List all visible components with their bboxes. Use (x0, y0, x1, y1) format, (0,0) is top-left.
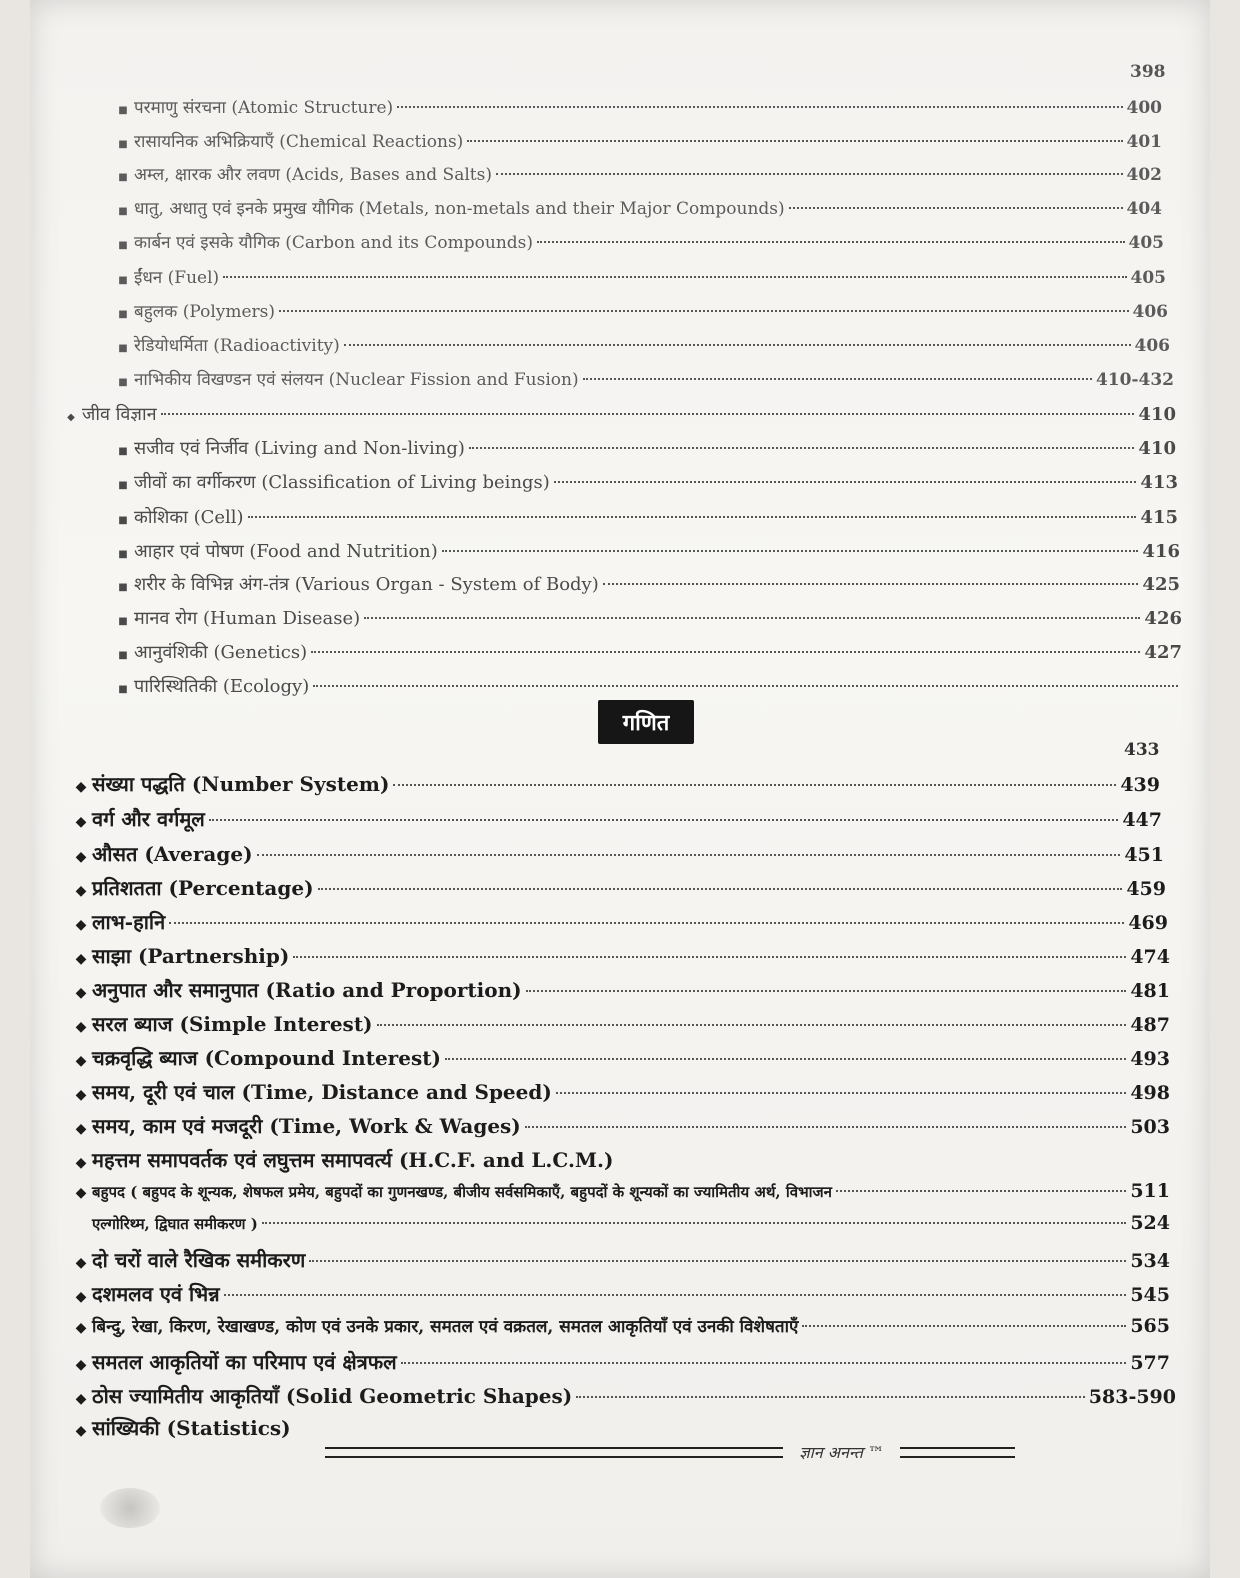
toc-row: ◆ अनुपात और समानुपात (Ratio and Proportion) 481 (70, 976, 1170, 1003)
diamond-bullet-icon: ◆ (75, 1121, 87, 1137)
square-bullet-icon: ■ (118, 309, 128, 320)
toc-row: ■ जीवों का वर्गीकरण (Classification of Living beings) 413 (112, 470, 1178, 494)
diamond-bullet-icon: ◆ (75, 917, 87, 933)
square-bullet-icon: ■ (118, 377, 128, 388)
toc-row: ◆ समय, काम एवं मजदूरी (Time, Work & Wages) 503 (70, 1112, 1170, 1139)
toc-row: ■ शरीर के विभिन्न अंग-तंत्र (Various Organ - System of Body) 425 (112, 572, 1180, 596)
toc-row: ◆ सरल ब्याज (Simple Interest) 487 (70, 1010, 1170, 1037)
diamond-bullet-icon: ◆ (75, 1053, 87, 1069)
toc-row: ◆ लाभ-हानि 469 (70, 908, 1168, 935)
toc-row: ◆ संख्या पद्धति (Number System) 439 (70, 770, 1160, 797)
square-bullet-icon: ■ (118, 650, 128, 661)
toc-row: ◆ समतल आकृतियों का परिमाप एवं क्षेत्रफल 577 (70, 1348, 1170, 1375)
page (30, 0, 1210, 1578)
diamond-bullet-icon: ◆ (75, 1019, 87, 1035)
diamond-bullet-icon: ◆ (75, 1423, 87, 1439)
diamond-bullet-icon: ◆ (75, 883, 87, 899)
toc-row: ■ पारिस्थितिकी (Ecology) (112, 674, 1182, 698)
toc-row: ■ रासायनिक अभिक्रियाएँ (Chemical Reactions) 401 (112, 129, 1162, 152)
section-page-math: 433 (1124, 740, 1160, 760)
square-bullet-icon: ■ (118, 105, 128, 116)
square-bullet-icon: ■ (118, 582, 128, 593)
square-bullet-icon: ■ (118, 549, 128, 560)
diamond-bullet-icon: ◆ (75, 814, 87, 830)
biology-heading: ◆ जीव विज्ञान 410 (60, 402, 1176, 426)
square-bullet-icon: ■ (118, 139, 128, 150)
toc-row: ■ आनुवंशिकी (Genetics) 427 (112, 640, 1182, 664)
diamond-bullet-icon: ◆ (75, 985, 87, 1001)
square-bullet-icon: ■ (118, 480, 128, 491)
toc-row: ■ धातु, अधातु एवं इनके प्रमुख यौगिक (Metals, non-metals and their Major Compounds) 404 (112, 196, 1162, 219)
toc-row: ◆ प्रतिशतता (Percentage) 459 (70, 874, 1166, 901)
toc-row: ◆ ठोस ज्यामितीय आकृतियाँ (Solid Geometric Shapes) 583-590 (70, 1382, 1176, 1409)
toc-row: ◆ औसत (Average) 451 (70, 840, 1164, 867)
toc-row: ■ अम्ल, क्षारक और लवण (Acids, Bases and Salts) 402 (112, 162, 1162, 185)
toc-row: ◆ सांख्यिकी (Statistics) (70, 1414, 1170, 1441)
square-bullet-icon: ■ (118, 684, 128, 695)
section-title-math: गणित (598, 700, 694, 744)
toc-row: ◆ महत्तम समापवर्तक एवं लघुत्तम समापवर्त्य (H.C.F. and L.C.M.) (70, 1146, 1170, 1173)
toc-row: ◆ समय, दूरी एवं चाल (Time, Distance and Speed) 498 (70, 1078, 1170, 1105)
diamond-bullet-icon: ◆ (75, 951, 87, 967)
toc-row: ■ कार्बन एवं इसके यौगिक (Carbon and its Compounds) 405 (112, 230, 1164, 253)
page-number-top: 398 (1130, 62, 1166, 82)
footer-rule-left (325, 1447, 783, 1458)
publisher-mark: ज्ञान अनन्त ™ (799, 1443, 884, 1462)
diamond-bullet-icon: ◆ (75, 1087, 87, 1103)
square-bullet-icon: ■ (118, 172, 128, 183)
diamond-bullet-icon: ◆ (75, 1391, 87, 1407)
toc-row: ◆ साझा (Partnership) 474 (70, 942, 1170, 969)
diamond-bullet-icon: ◆ (75, 1185, 87, 1201)
diamond-bullet-icon: ◆ (75, 1255, 87, 1271)
square-bullet-icon: ■ (118, 240, 128, 251)
toc-row: ◆ वर्ग और वर्गमूल 447 (70, 805, 1162, 832)
diamond-bullet-icon: ◆ (75, 849, 87, 865)
toc-row: ■ सजीव एवं निर्जीव (Living and Non-living) 410 (112, 436, 1176, 460)
diamond-bullet-icon: ◆ (75, 1320, 87, 1336)
toc-row: ■ बहुलक (Polymers) 406 (112, 299, 1168, 322)
toc-row: ◆ चक्रवृद्धि ब्याज (Compound Interest) 493 (70, 1044, 1170, 1071)
diamond-bullet-icon: ◆ (75, 779, 87, 795)
toc-row: ◆ बहुपद ( बहुपद के शून्यक, शेषफल प्रमेय, बहुपदों का गुणनखण्ड, बीजीय सर्वसमिकाएँ, बहुपदों के शून्यकों का ज्यामितीय अर्थ, विभाजन 511 (70, 1180, 1170, 1202)
square-bullet-icon: ■ (118, 446, 128, 457)
diamond-bullet-icon: ◆ (75, 1357, 87, 1373)
toc-row: ◆ दो चरों वाले रैखिक समीकरण 534 (70, 1246, 1170, 1273)
diamond-bullet-icon: ◆ (67, 412, 75, 423)
toc-row-continuation: एल्गोरिथ्म, द्विघात समीकरण ) 524 (92, 1212, 1170, 1234)
square-bullet-icon: ■ (118, 206, 128, 217)
toc-row: ■ मानव रोग (Human Disease) 426 (112, 606, 1182, 630)
footer-rule-right (900, 1447, 1015, 1458)
diamond-bullet-icon: ◆ (75, 1289, 87, 1305)
toc-row: ◆ दशमलव एवं भिन्न 545 (70, 1280, 1170, 1307)
toc-row: ◆ बिन्दु, रेखा, किरण, रेखाखण्ड, कोण एवं उनके प्रकार, समतल एवं वक्रतल, समतल आकृतियाँ एवं उनकी विशेषताएँ 565 (70, 1314, 1170, 1337)
toc-row: ■ ईंधन (Fuel) 405 (112, 265, 1166, 288)
square-bullet-icon: ■ (118, 616, 128, 627)
page-corner-smudge (100, 1488, 160, 1528)
square-bullet-icon: ■ (118, 343, 128, 354)
footer-ornament (325, 1432, 1015, 1472)
diamond-bullet-icon: ◆ (75, 1155, 87, 1171)
square-bullet-icon: ■ (118, 275, 128, 286)
toc-row: ■ कोशिका (Cell) 415 (112, 505, 1178, 529)
square-bullet-icon: ■ (118, 515, 128, 526)
toc-row: ■ आहार एवं पोषण (Food and Nutrition) 416 (112, 539, 1180, 563)
toc-row: ■ परमाणु संरचना (Atomic Structure) 400 (112, 95, 1162, 118)
toc-row: ■ रेडियोधर्मिता (Radioactivity) 406 (112, 333, 1170, 356)
toc-row: ■ नाभिकीय विखण्डन एवं संलयन (Nuclear Fission and Fusion) 410-432 (112, 367, 1174, 390)
